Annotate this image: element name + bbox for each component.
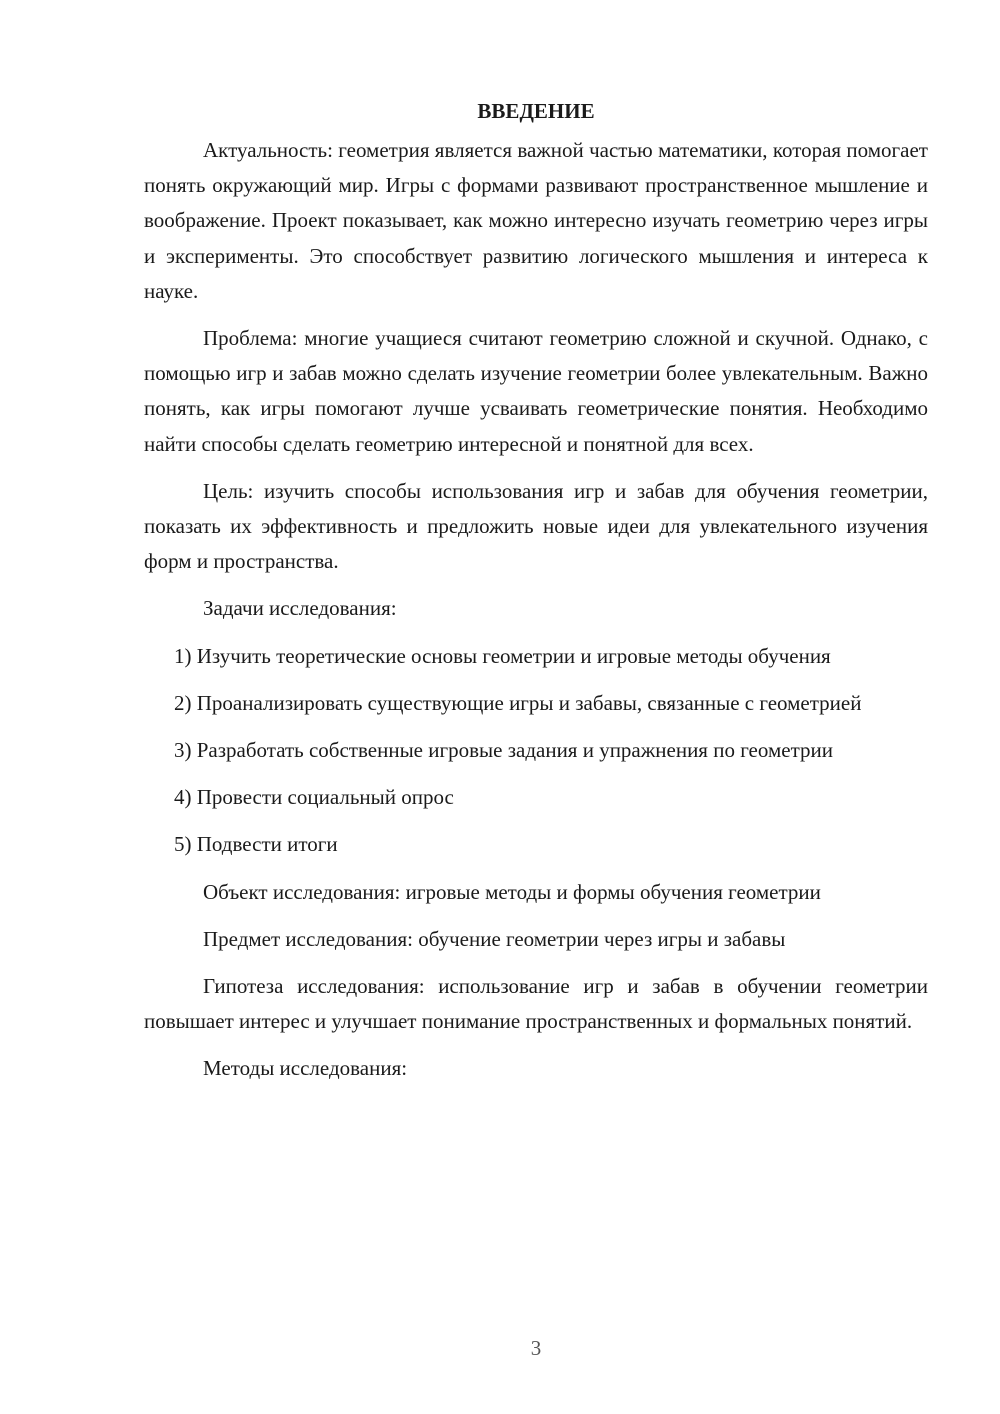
task-item: 3) Разработать собственные игровые задания и упражнения по геометрии (174, 738, 833, 763)
task-item: 4) Провести социальный опрос (174, 785, 454, 810)
tasks-heading: Задачи исследования: (203, 596, 397, 621)
task-item: 1) Изучить теоретические основы геометрии и игровые методы обучения (174, 643, 831, 668)
goal-paragraph: Цель: изучить способы использования игр и забав для обучения геометрии, показать их эффективность и предложить новые идеи для увлекательного изучения форм и пространства. (144, 478, 928, 574)
task-item: 2) Проанализировать существующие игры и забавы, связанные с геометрией (174, 690, 862, 715)
page-title: ВВЕДЕНИЕ (477, 99, 595, 123)
page-content (144, 98, 928, 1099)
hypothesis-paragraph: Гипотеза исследования: использование игр и забав в обучении геометрии повышает интерес и улучшает понимание пространственных и формальных понятий. (144, 974, 928, 1034)
page-number: 3 (530, 1336, 542, 1360)
relevance-paragraph: Актуальность: геометрия является важной частью математики, которая помогает понять окружающий мир. Игры с формами развивают пространственное мышление и воображение. Проект показывает, как можно интересно изучать геометрию через игры и эксперименты. Это способствует развитию логического мышления и интереса к науке. (144, 138, 928, 303)
task-item: 5) Подвести итоги (174, 832, 338, 857)
methods-heading: Методы исследования: (203, 1056, 408, 1081)
problem-paragraph: Проблема: многие учащиеся считают геометрию сложной и скучной. Однако, с помощью игр и забав можно сделать изучение геометрии более увлекательным. Важно понять, как игры помогают лучше усваивать геометрические понятия. Необходимо найти способы сделать геометрию интересной и понятной для всех. (144, 326, 928, 456)
object-paragraph: Объект исследования: игровые методы и формы обучения геометрии (203, 879, 821, 904)
subject-paragraph: Предмет исследования: обучение геометрии через игры и забавы (203, 926, 786, 951)
